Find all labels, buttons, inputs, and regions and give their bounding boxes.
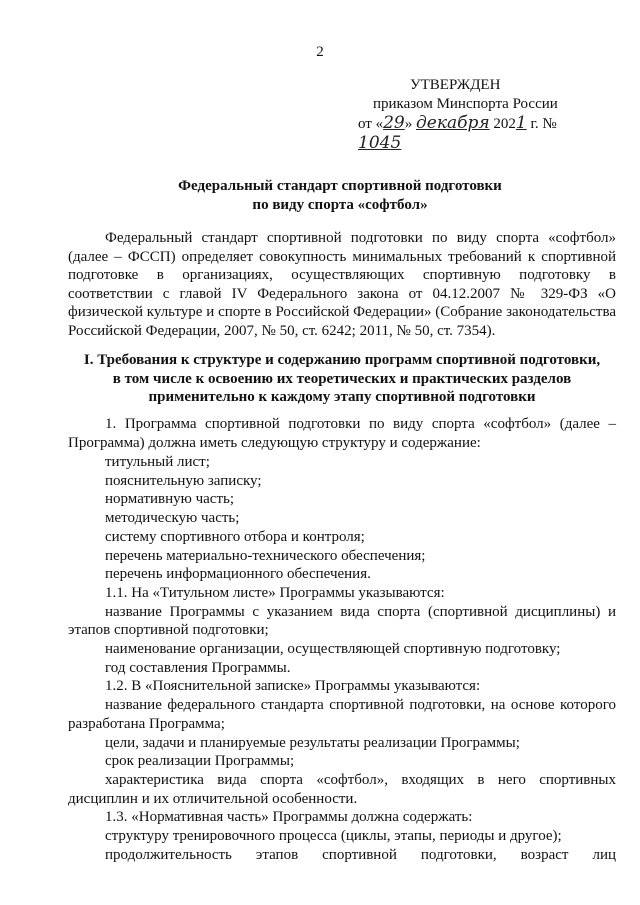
handwritten-month: декабря: [416, 113, 490, 133]
handwritten-year-digit: 1: [515, 113, 527, 133]
section-1-heading-line-1: I. Требования к структуре и содержанию программ спортивной подготовки,: [83, 352, 601, 368]
structure-list: [68, 453, 616, 864]
handwritten-order-number: 1045: [358, 133, 402, 153]
list-item: срок реализации Программы;: [105, 753, 295, 770]
list-item: систему спортивного отбора и контроля;: [105, 528, 365, 545]
date-year: 202: [489, 116, 516, 132]
section-1-heading: [68, 351, 616, 407]
list-item: нормативную часть;: [105, 491, 235, 508]
order-number-label: г. №: [526, 116, 557, 132]
list-item: характеристика вида спорта «софтбол», входящих в него спортивных дисциплин и их отличительной особенности.: [68, 771, 616, 807]
list-item: продолжительность этапов спортивной подготовки, возраст лиц: [105, 846, 616, 863]
clause-1: 1. Программа спортивной подготовки по виду спорта «софтбол» (далее – Программа) должна иметь следующую структуру и содержание:: [68, 416, 616, 451]
approval-block: [358, 76, 598, 154]
list-item: наименование организации, осуществляющей спортивную подготовку;: [105, 641, 561, 658]
title-line-2: по виду спорта «софтбол»: [252, 197, 428, 213]
handwritten-day: 29: [383, 113, 405, 133]
clause-1-3: 1.3. «Нормативная часть» Программы должна содержать:: [105, 809, 473, 826]
approval-order: приказом Минспорта России: [373, 96, 558, 112]
approval-heading: УТВЕРЖДЕН: [410, 77, 501, 93]
section-1-heading-line-3: применительно к каждому этапу спортивной подготовки: [148, 389, 536, 405]
list-item: название федерального стандарта спортивной подготовки, на основе которого разработана Программа;: [68, 697, 616, 732]
approval-date-line: [358, 114, 598, 154]
list-item: перечень информационного обеспечения.: [105, 566, 371, 583]
title-line-1: Федеральный стандарт спортивной подготовки: [178, 178, 502, 194]
page-number: 2: [316, 44, 324, 60]
list-item: название Программы с указанием вида спорта (спортивной дисциплины) и этапов спортивной подготовки;: [68, 603, 616, 639]
clause-1-2: 1.2. В «Пояснительной записке» Программы указываются:: [105, 678, 481, 695]
list-item: методическую часть;: [105, 510, 240, 527]
date-prefix: от «: [358, 116, 384, 132]
clause-1-1: 1.1. На «Титульном листе» Программы указываются:: [105, 584, 445, 601]
list-item: структуру тренировочного процесса (циклы, этапы, периоды и другое);: [105, 828, 562, 845]
date-mid: »: [404, 116, 416, 132]
list-item: пояснительную записку;: [105, 472, 262, 489]
document-title: [0, 177, 640, 215]
section-1-heading-line-2: в том числе к освоению их теоретических и практических разделов: [112, 370, 572, 387]
intro-paragraph: Федеральный стандарт спортивной подготовки по виду спорта «софтбол» (далее – ФССП) определяет совокупность минимальных требований к спортивной подготовке в организациях, осуществляющих спортивную подготовку в соответствии с главой IV Федерального закона от 04.12.2007 № 329-ФЗ «О физической культуре и спорте в Российской Федерации» (Собрание законодательства Российской Федерации, 2007, № 50, ст. 6242; 2011, № 50, ст. 7354).: [68, 230, 616, 339]
list-item: перечень материально-технического обеспечения;: [105, 547, 426, 564]
list-item: год составления Программы.: [105, 659, 291, 676]
list-item: цели, задачи и планируемые результаты реализации Программы;: [105, 734, 520, 751]
list-item: титульный лист;: [105, 454, 210, 470]
